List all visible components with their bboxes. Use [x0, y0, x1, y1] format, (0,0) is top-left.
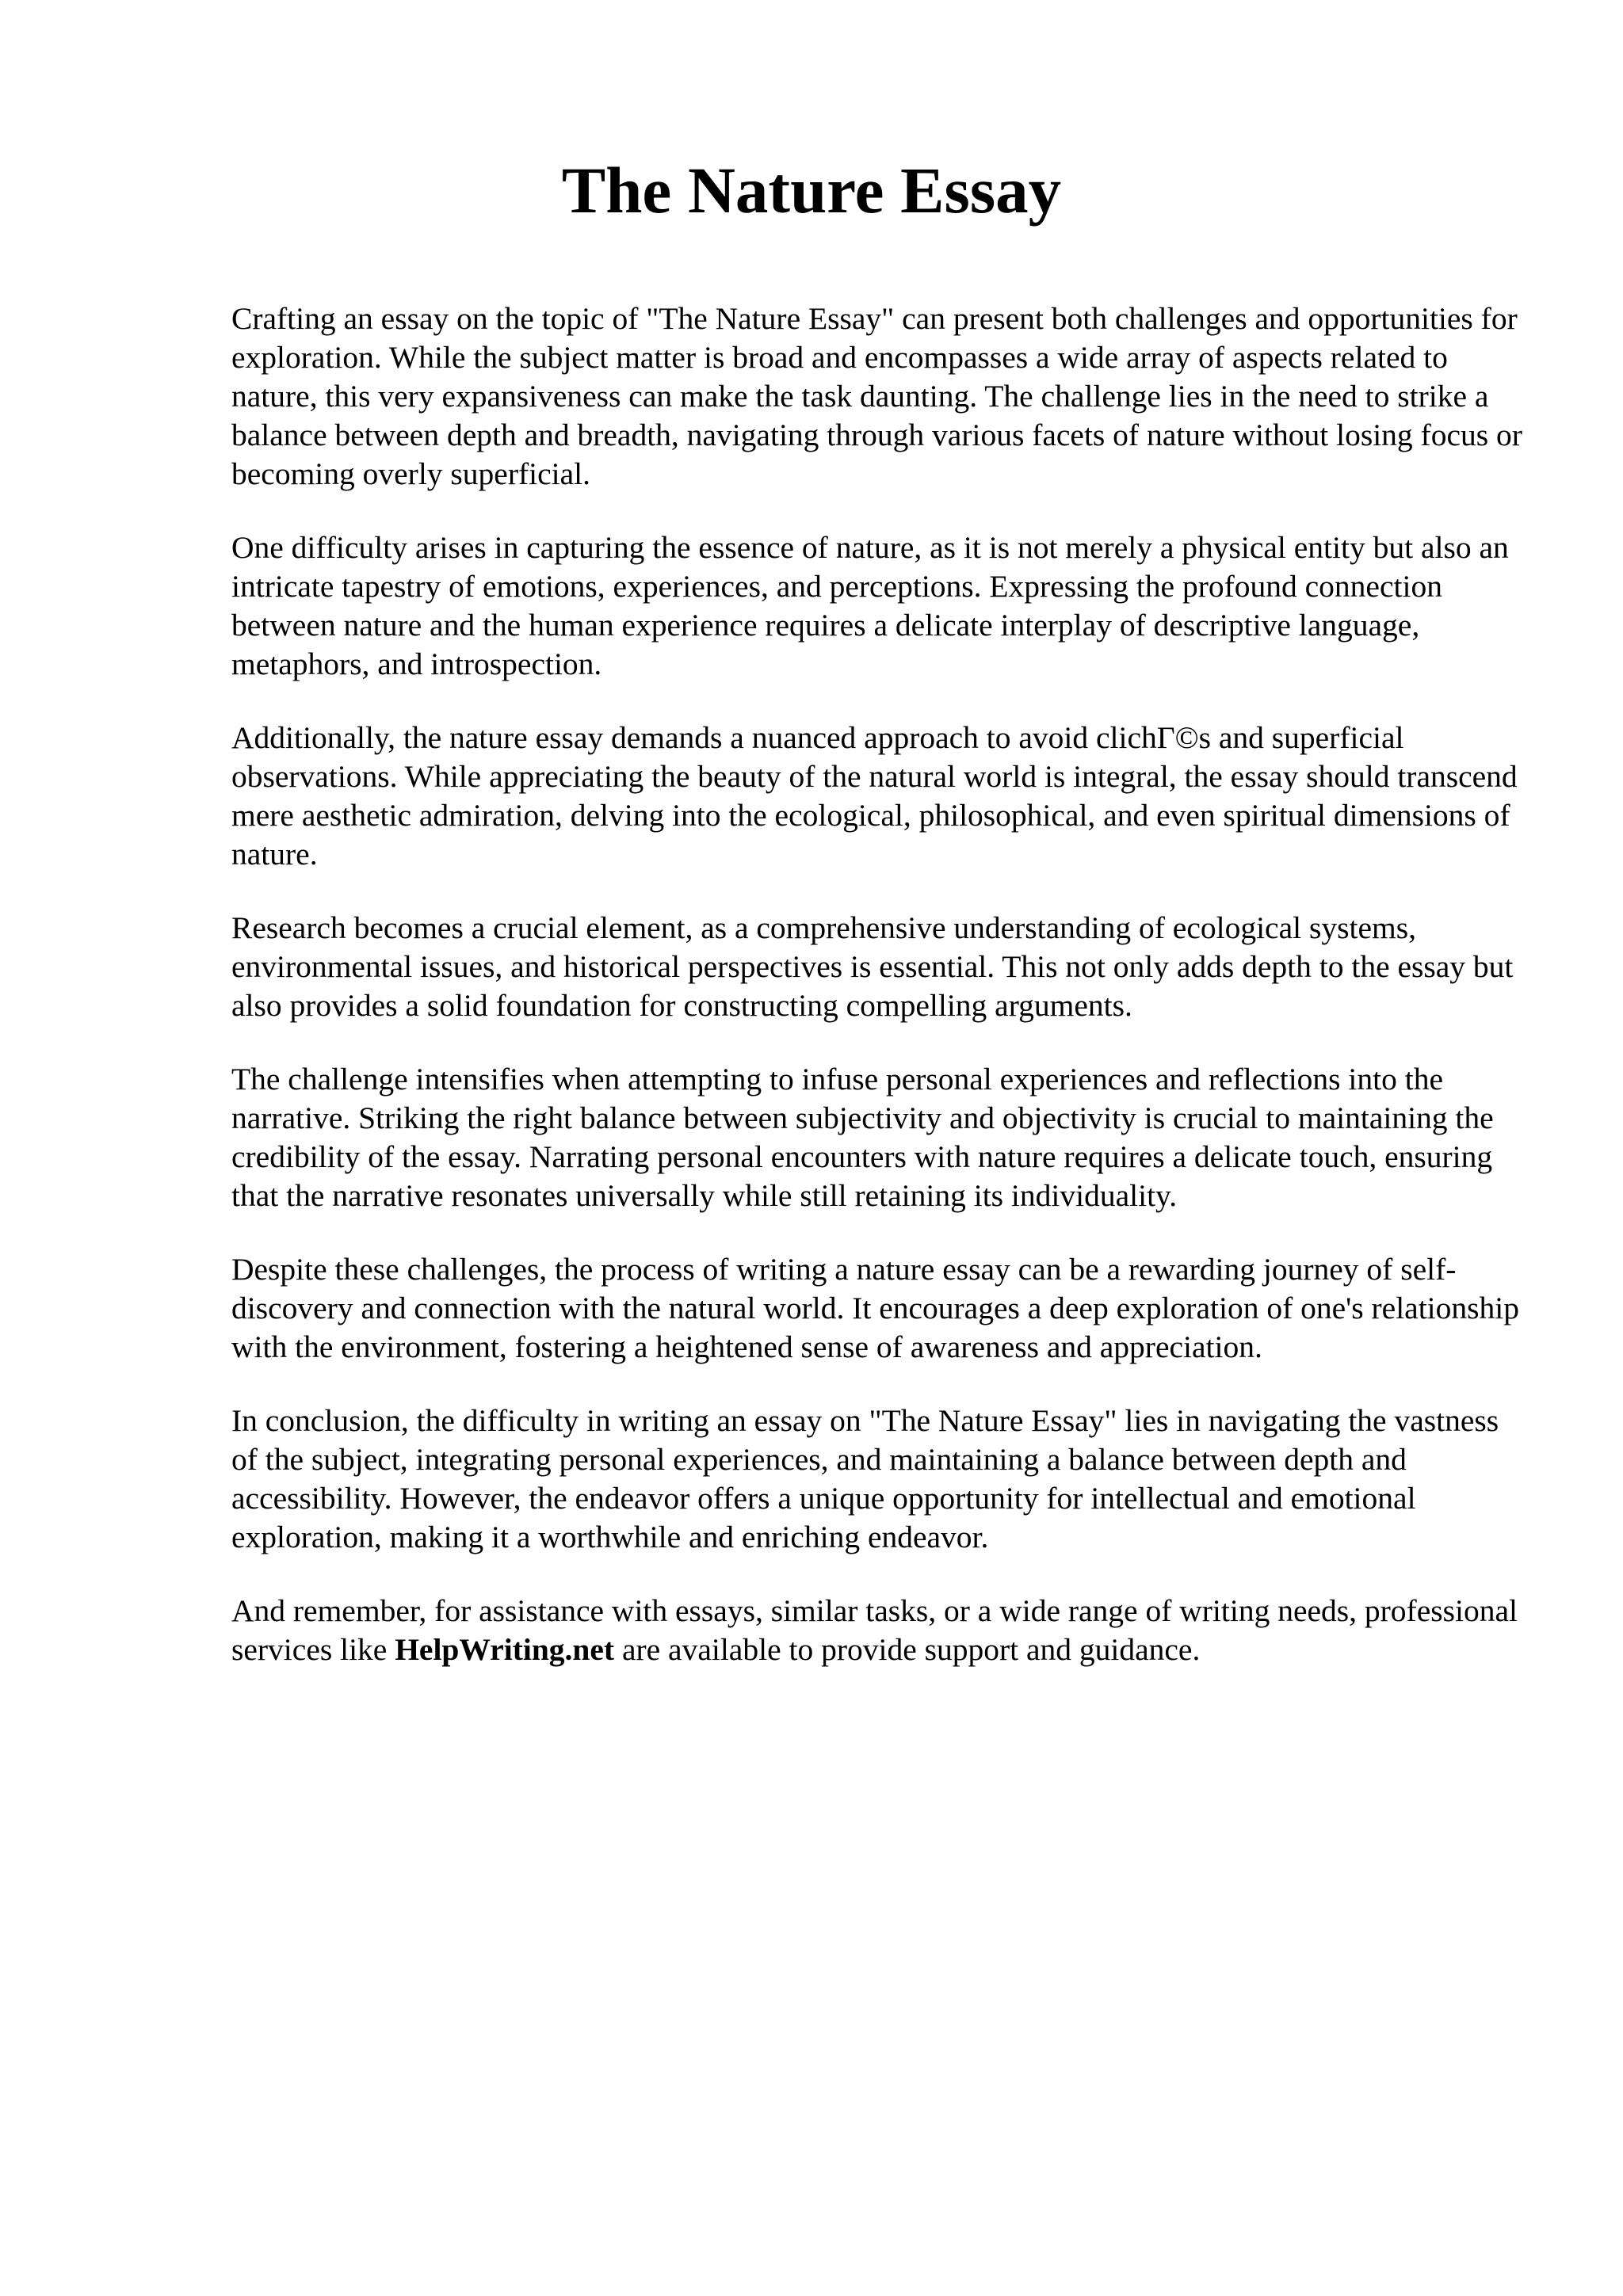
- closing-paragraph: [231, 1592, 1531, 1669]
- document-body: [231, 299, 1531, 1704]
- paragraph-4: Research becomes a crucial element, as a comprehensive understanding of ecological systems, environmental issues, and historical perspectives is essential. This not only adds depth to the essay but also provides a solid foundation for constructing compelling arguments.: [231, 910, 1514, 1023]
- closing-text-after: are available to provide support and guidance.: [614, 1632, 1201, 1667]
- brand-name: HelpWriting.net: [395, 1632, 615, 1667]
- paragraph-6: Despite these challenges, the process of writing a nature essay can be a rewarding journey of self-discovery and connection with the natural world. It encourages a deep exploration of one's relationship with the environment, fostering a heightened sense of awareness and appreciation.: [231, 1252, 1519, 1364]
- paragraph-1: Crafting an essay on the topic of "The Nature Essay" can present both challenges and opportunities for exploration. While the subject matter is broad and encompasses a wide array of aspects related to nature, this very expansiveness can make the task daunting. The challenge lies in the need to strike a balance between depth and breadth, navigating through various facets of nature without losing focus or becoming overly superficial.: [231, 301, 1522, 491]
- paragraph-7: In conclusion, the difficulty in writing an essay on "The Nature Essay" lies in navigating the vastness of the subject, integrating personal experiences, and maintaining a balance between depth and accessibility. However, the endeavor offers a unique opportunity for intellectual and emotional exploration, making it a worthwhile and enriching endeavor.: [231, 1403, 1499, 1554]
- closing-text-before: And remember, for assistance with essays, similar tasks, or a wide range of writing needs, professional services like: [231, 1593, 1518, 1667]
- paragraph-3: Additionally, the nature essay demands a nuanced approach to avoid clichΓ©s and superficial observations. While appreciating the beauty of the natural world is integral, the essay should transcend mere aesthetic admiration, delving into the ecological, philosophical, and even spiritual dimensions of nature.: [231, 720, 1518, 871]
- paragraph-2: One difficulty arises in capturing the essence of nature, as it is not merely a physical entity but also an intricate tapestry of emotions, experiences, and perceptions. Expressing the profound connection between nature and the human experience requires a delicate interplay of descriptive language, metaphors, and introspection.: [231, 530, 1509, 681]
- document-title: The Nature Essay: [561, 154, 1062, 227]
- paragraph-5: The challenge intensifies when attempting to infuse personal experiences and reflections into the narrative. Striking the right balance between subjectivity and objectivity is crucial to maintaining the credibility of the essay. Narrating personal encounters with nature requires a delicate touch, ensuring that the narrative resonates universally while still retaining its individuality.: [231, 1062, 1494, 1213]
